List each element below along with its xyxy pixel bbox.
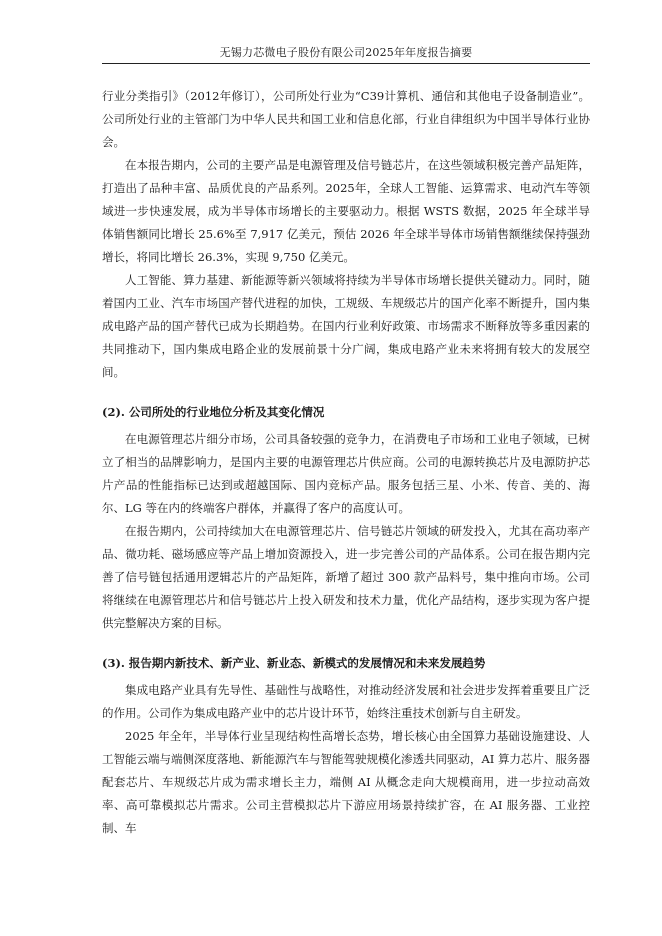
report-body [102, 85, 590, 840]
page-header-title: 无锡力芯微电子股份有限公司2025年年度报告摘要 [219, 46, 473, 59]
header-divider [102, 63, 590, 64]
paragraph-2025-outlook: 2025 年全年，半导体行业呈现结构性高增长态势，增长核心由全国算力基础设施建设、人工智能云端与端侧深度落地、新能源汽车与智能驾驶规模化渗透共同驱动，AI 算力芯片、服务器配套芯片、车规级芯片成为需求增长主力，端侧 AI 从概念走向大规模商用，进一步拉动高效率、高可靠模拟芯片需求。公司主营模拟芯片下游应用场景持续扩容，在 AI 服务器、工业控制、车 [102, 729, 590, 835]
section-heading-industry-position: (2). 公司所处的行业地位分析及其变化情况 [102, 405, 325, 419]
paragraph-ic-industry: 集成电路产业具有先导性、基础性与战略性，对推动经济发展和社会进步发挥着重要且广泛的作用。公司作为集成电路产业中的芯片设计环节，始终注重技术创新与自主研发。 [102, 683, 590, 720]
paragraph-rd-investment: 在报告期内，公司持续加大在电源管理芯片、信号链芯片领域的研发投入，尤其在高功率产品、微功耗、磁场感应等产品上增加资源投入，进一步完善公司的产品体系。公司在报告期内完善了信号链包括通用逻辑芯片的产品矩阵，新增了超过 300 款产品料号，集中推向市场。公司将继续在电源管理芯片和信号链芯片上投入研发和技术力量，优化产品结构，逐步实现为客户提供完整解决方案的目标。 [102, 524, 590, 630]
paragraph-growth-drivers: 人工智能、算力基建、新能源等新兴领域将持续为半导体市场增长提供关键动力。同时，随着国内工业、汽车市场国产替代进程的加快，工规级、车规级芯片的国产化率不断提升，国内集成电路产品的国产替代已成为长期趋势。在国内行业利好政策、市场需求不断释放等多重因素的共同推动下，国内集成电路企业的发展前景十分广阔，集成电路产业未来将拥有较大的发展空间。 [102, 273, 590, 379]
paragraph-industry-classification: 行业分类指引》（2012年修订），公司所处行业为“C39计算机、通信和其他电子设备制造业”。公司所处行业的主管部门为中华人民共和国工业和信息化部，行业自律组织为中国半导体行业协会。 [102, 89, 590, 149]
paragraph-main-products: 在本报告期内，公司的主要产品是电源管理及信号链芯片，在这些领域积极完善产品矩阵，打造出了品种丰富、品质优良的产品系列。2025年，全球人工智能、运算需求、电动汽车等领域进一步快速发展，成为半导体市场增长的主要驱动力。根据 WSTS 数据，2025 年全球半导体销售额同比增长 25.6%至 7,917 亿美元，预估 2026 年全球半导体市场销售额继续保持强劲增长，将同比增长 26.3%，实现 9,750 亿美元。 [102, 158, 590, 264]
paragraph-market-position: 在电源管理芯片细分市场，公司具备较强的竞争力，在消费电子市场和工业电子领域，已树立了相当的品牌影响力，是国内主要的电源管理芯片供应商。公司的电源转换芯片及电源防护芯片产品的性能指标已达到或超越国际、国内竞标产品。服务包括三星、小米、传音、美的、海尔、LG 等在内的终端客户群体，并赢得了客户的高度认可。 [102, 432, 590, 515]
section-heading-new-trends: (3). 报告期内新技术、新产业、新业态、新模式的发展情况和未来发展趋势 [102, 656, 486, 670]
